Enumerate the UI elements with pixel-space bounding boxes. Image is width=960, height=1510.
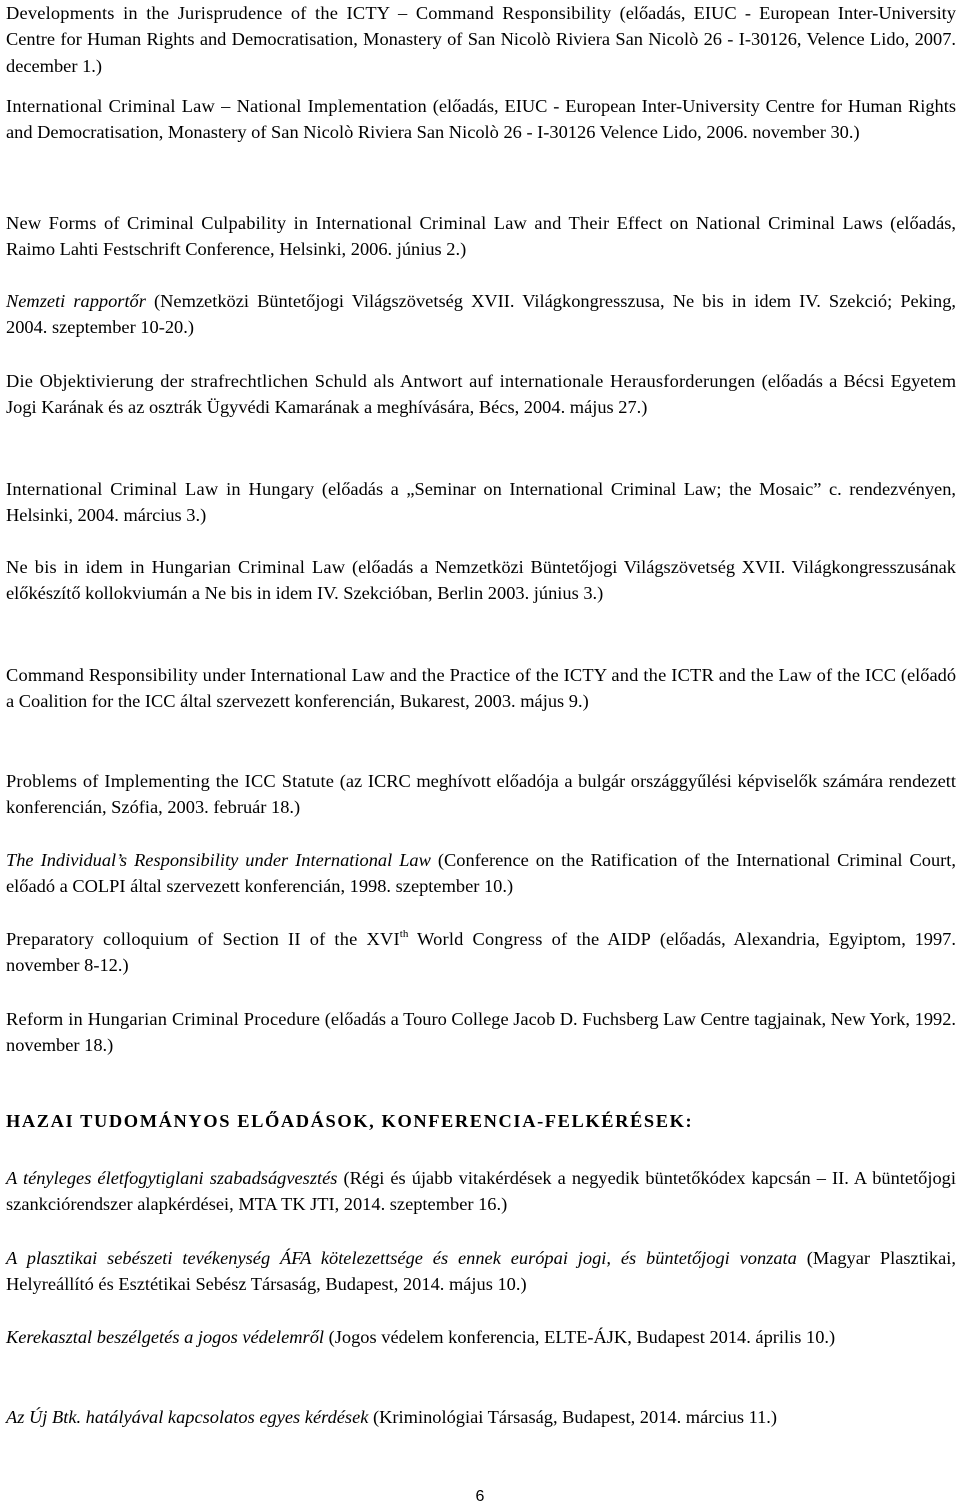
lecture-title: Reform in Hungarian Criminal Procedure xyxy=(6,1009,321,1029)
lecture-title: Kerekasztal beszélgetés a jogos védelemről xyxy=(6,1327,325,1347)
lecture-detail: (Magyar Plasztikai, Helyreállító és Esztétikai Sebész Társaság, Budapest, 2014. május 10.) xyxy=(6,1248,956,1295)
lecture-detail: (Conference on the Ratification of the International Criminal Court, előadó a COLPI által szervezett konferencián, 1998. szeptember 10.) xyxy=(6,850,956,897)
lecture-detail: (előadás, EIUC - European Inter-University Centre for Human Rights and Democratisation, Monastery of San Nicolò Riviera San Nicolò 26 - I-30126, Velence Lido, 2007. december 1.) xyxy=(6,3,956,76)
lecture-entry xyxy=(6,662,956,715)
lecture-entry xyxy=(6,554,956,607)
lecture-title: Die Objektivierung der strafrechtlichen Schuld als Antwort auf internationale Herausforderungen xyxy=(6,371,756,391)
lecture-detail: (Régi és újabb vitakérdések a negyedik büntetőkódex kapcsán – II. A büntetőjogi szankciórendszer alapkérdései, MTA TK JTI, 2014. szeptember 16.) xyxy=(6,1168,956,1215)
lecture-entry xyxy=(6,1404,956,1430)
lecture-title: International Criminal Law – National Implementation xyxy=(6,96,427,116)
lecture-detail: (Nemzetközi Büntetőjogi Világszövetség XVII. Világkongresszusa, Ne bis in idem IV. Szekció; Peking, 2004. szeptember 10-20.) xyxy=(6,291,957,338)
lecture-entry xyxy=(6,926,956,979)
lecture-title: New Forms of Criminal Culpability in International Criminal Law and Their Effect on National Criminal Laws xyxy=(6,213,884,233)
lecture-entry xyxy=(6,1165,956,1218)
lecture-title: A plasztikai sebészeti tevékenység ÁFA kötelezettsége és ennek európai jogi, és büntetőjogi vonzata xyxy=(6,1248,797,1268)
lecture-title: International Criminal Law in Hungary xyxy=(6,479,315,499)
lecture-detail: (előadás, Raimo Lahti Festschrift Conference, Helsinki, 2006. június 2.) xyxy=(6,213,956,260)
lecture-entry xyxy=(6,847,956,900)
lecture-detail: (előadó a Coalition for the ICC által szervezett konferencián, Bukarest, 2003. május 9.) xyxy=(6,665,957,712)
lecture-entry xyxy=(6,0,956,79)
section-heading: HAZAI TUDOMÁNYOS ELŐADÁSOK, KONFERENCIA-FELKÉRÉSEK: xyxy=(6,1111,694,1131)
lecture-entry xyxy=(6,1245,956,1298)
lecture-entry xyxy=(6,210,956,263)
lecture-title: Command Responsibility under International Law and the Practice of the ICTY and the ICTR and the Law of the ICC xyxy=(6,665,897,685)
lecture-title: The Individual’s Responsibility under International Law xyxy=(6,850,431,870)
lecture-detail: (előadás a „Seminar on International Criminal Law; the Mosaic” c. rendezvényen, Helsinki, 2004. március 3.) xyxy=(6,479,956,526)
lecture-entry xyxy=(6,93,956,146)
lecture-detail: (előadás, Alexandria, Egyiptom, 1997. november 8-12.) xyxy=(6,929,956,976)
lecture-entry xyxy=(6,1324,956,1350)
lecture-entry xyxy=(6,368,956,421)
lecture-title: A tényleges életfogytiglani szabadságvesztés xyxy=(6,1168,338,1188)
lecture-detail: (előadás, EIUC - European Inter-University Centre for Human Rights and Democratisation, Monastery of San Nicolò Riviera San Nicolò 26 - I-30126 Velence Lido, 2006. november 30.) xyxy=(6,96,956,143)
lecture-title: Developments in the Jurisprudence of the ICTY – Command Responsibility xyxy=(6,3,612,23)
lecture-detail: (Jogos védelem konferencia, ELTE-ÁJK, Budapest 2014. április 10.) xyxy=(324,1327,836,1347)
lecture-title: Preparatory colloquium of Section II of the XVI xyxy=(6,929,400,949)
lecture-title: Nemzeti rapportőr xyxy=(6,291,146,311)
lecture-entry xyxy=(6,288,956,341)
lecture-title-tail: World Congress of the AIDP xyxy=(408,929,652,949)
lecture-entry xyxy=(6,768,956,821)
lecture-title: Problems of Implementing the ICC Statute xyxy=(6,771,335,791)
lecture-detail: (az ICRC meghívott előadója a bulgár országgyűlési képviselők számára rendezett konferencián, Szófia, 2003. február 18.) xyxy=(6,771,956,818)
superscript: th xyxy=(399,928,409,940)
lecture-detail: (előadás a Nemzetközi Büntetőjogi Világszövetség XVII. Világkongresszusának előkészítő kollokviumán a Ne bis in idem IV. Szekcióban, Berlin 2003. június 3.) xyxy=(6,557,957,604)
lecture-detail: (Kriminológiai Társaság, Budapest, 2014. március 11.) xyxy=(368,1407,778,1427)
lecture-title: Az Új Btk. hatályával kapcsolatos egyes kérdések xyxy=(6,1407,369,1427)
lecture-detail: (előadás a Touro College Jacob D. Fuchsberg Law Centre tagjainak, New York, 1992. november 18.) xyxy=(6,1009,956,1056)
lecture-title: Ne bis in idem in Hungarian Criminal Law xyxy=(6,557,346,577)
lecture-entry xyxy=(6,1006,956,1059)
lecture-detail: (előadás a Bécsi Egyetem Jogi Karának és az osztrák Ügyvédi Kamarának a meghívására, Bécs, 2004. május 27.) xyxy=(6,371,956,418)
lecture-entry xyxy=(6,476,956,529)
page-number: 6 xyxy=(475,1488,485,1505)
